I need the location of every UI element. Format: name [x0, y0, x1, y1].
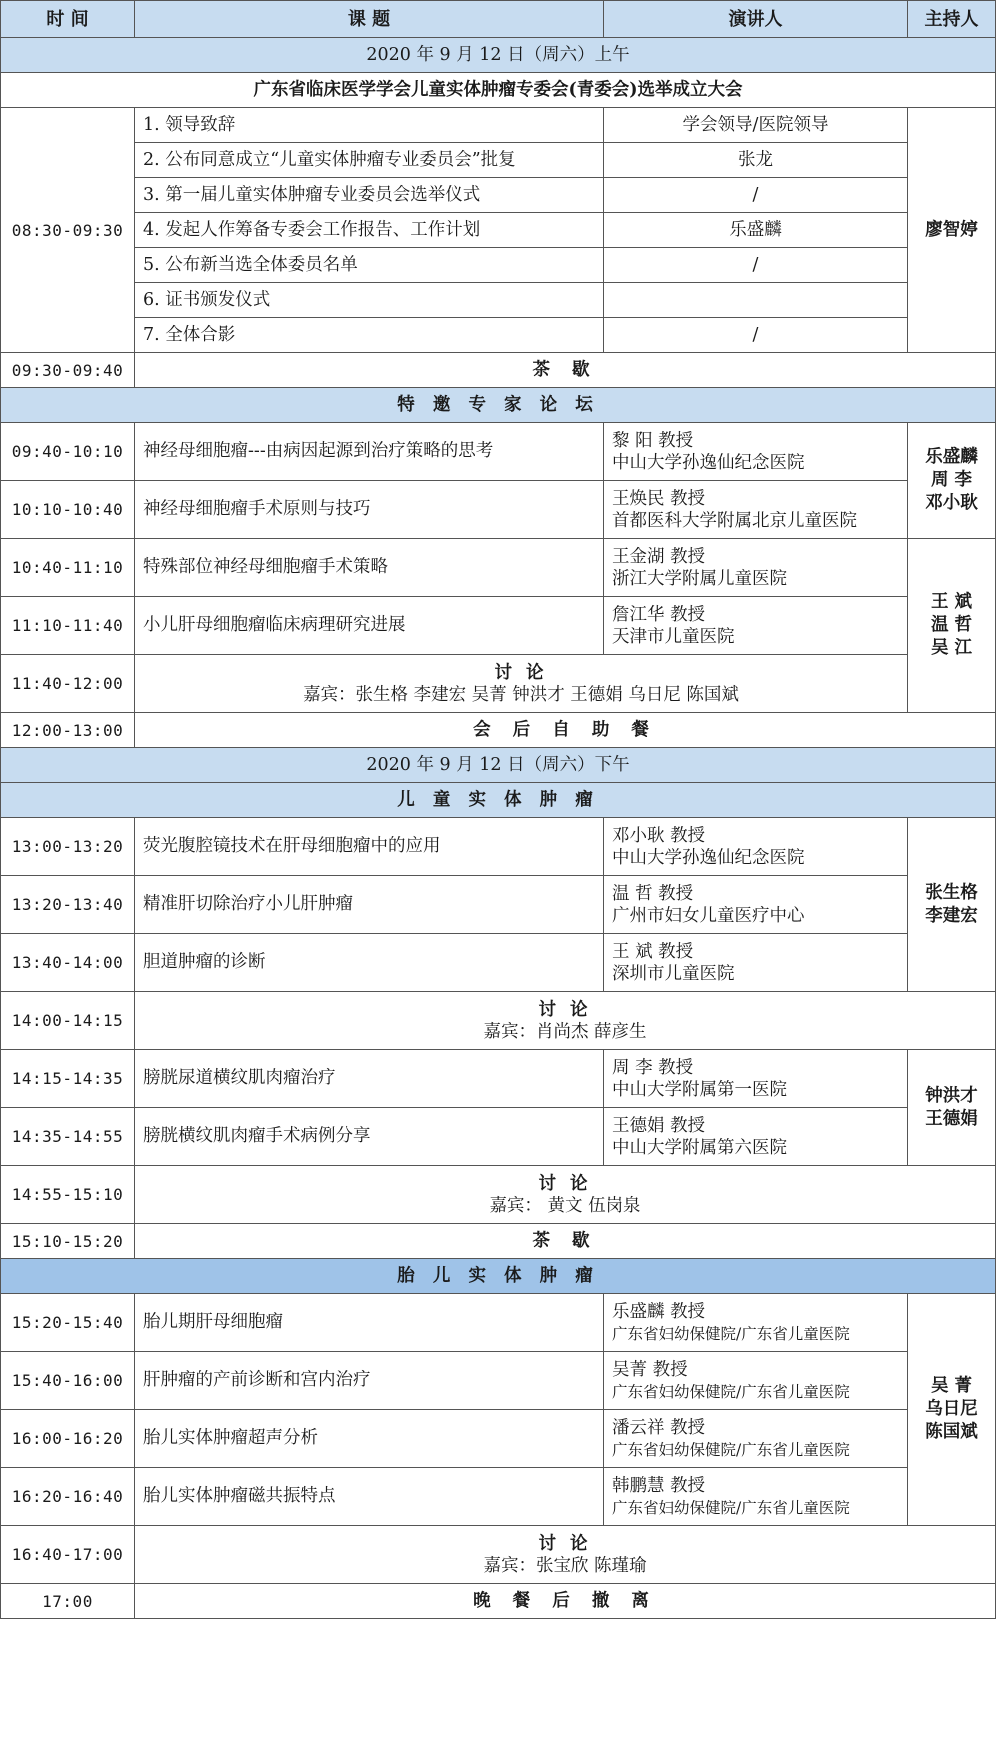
host-name: 乐盛麟 [925, 447, 978, 467]
discussion-row [1, 1166, 996, 1224]
speaker-cell [604, 876, 908, 934]
session-time: 14:15-14:35 [1, 1050, 135, 1108]
opening-row [1, 283, 996, 318]
opening-speaker: / [604, 248, 908, 283]
morning-date-row [1, 38, 996, 73]
session-row [1, 876, 996, 934]
speaker-name: 黎 阳 教授 [612, 430, 694, 451]
speaker-affiliation: 深圳市儿童医院 [612, 963, 735, 984]
speaker-name: 王德娟 教授 [612, 1115, 706, 1136]
session-time: 10:10-10:40 [1, 481, 135, 539]
session-row [1, 818, 996, 876]
opening-time: 08:30-09:30 [1, 108, 135, 353]
speaker-affiliation: 广东省妇幼保健院/广东省儿童医院 [612, 1324, 850, 1343]
session-time: 13:40-14:00 [1, 934, 135, 992]
session-row [1, 1410, 996, 1468]
section-title: 儿 童 实 体 肿 瘤 [1, 783, 996, 818]
speaker-cell [604, 934, 908, 992]
speaker-cell [604, 423, 908, 481]
discussion-title: 讨 论 [538, 1533, 592, 1554]
discussion-cell [135, 655, 908, 713]
speaker-name: 王焕民 教授 [612, 488, 706, 509]
speaker-cell [604, 818, 908, 876]
afternoon-date-row [1, 748, 996, 783]
host-cell [908, 818, 996, 992]
speaker-cell [604, 539, 908, 597]
speaker-cell [604, 481, 908, 539]
host-name: 周 李 [930, 470, 973, 490]
discussion-cell [135, 992, 996, 1050]
opening-topic: 5. 公布新当选全体委员名单 [135, 248, 604, 283]
lunch-time: 12:00-13:00 [1, 713, 135, 748]
tea-break-row [1, 1224, 996, 1259]
session-time: 15:20-15:40 [1, 1294, 135, 1352]
session-row [1, 1294, 996, 1352]
speaker-cell [604, 1294, 908, 1352]
opening-row [1, 178, 996, 213]
host-name: 王 斌 [930, 592, 973, 612]
host-name: 王德娟 [925, 1108, 978, 1129]
discussion-time: 11:40-12:00 [1, 655, 135, 713]
speaker-affiliation: 首都医科大学附属北京儿童医院 [612, 510, 857, 531]
opening-topic: 7. 全体合影 [135, 318, 604, 353]
opening-speaker: / [604, 178, 908, 213]
speaker-affiliation: 广东省妇幼保健院/广东省儿童医院 [612, 1382, 850, 1401]
header-host: 主持人 [908, 1, 996, 38]
session-row [1, 1352, 996, 1410]
discussion-title: 讨 论 [538, 1173, 592, 1194]
tea-label: 茶 歇 [135, 353, 996, 388]
afternoon-date: 2020 年 9 月 12 日（周六）下午 [1, 748, 996, 783]
section-title: 胎 儿 实 体 肿 瘤 [1, 1259, 996, 1294]
discussion-row [1, 992, 996, 1050]
speaker-name: 周 李 教授 [612, 1057, 694, 1078]
opening-speaker: / [604, 318, 908, 353]
discussion-time: 16:40-17:00 [1, 1526, 135, 1584]
speaker-name: 吴菁 教授 [612, 1359, 688, 1380]
speaker-name: 韩鹏慧 教授 [612, 1475, 706, 1496]
session-topic: 特殊部位神经母细胞瘤手术策略 [135, 539, 604, 597]
opening-row [1, 248, 996, 283]
speaker-name: 邓小耿 教授 [612, 825, 706, 846]
speaker-affiliation: 浙江大学附属儿童医院 [612, 568, 787, 589]
session-time: 15:40-16:00 [1, 1352, 135, 1410]
discussion-guests: 嘉宾：肖尚杰 薛彦生 [483, 1021, 647, 1042]
opening-row [1, 108, 996, 143]
session-topic: 精准肝切除治疗小儿肝肿瘤 [135, 876, 604, 934]
opening-speaker [604, 283, 908, 318]
host-name: 吴 江 [930, 638, 973, 658]
opening-topic: 3. 第一届儿童实体肿瘤专业委员会选举仪式 [135, 178, 604, 213]
forum-title-row [1, 388, 996, 423]
session-row [1, 423, 996, 481]
lunch-row [1, 713, 996, 748]
header-time: 时 间 [1, 1, 135, 38]
host-name: 乌日尼 [925, 1399, 978, 1419]
session-topic: 膀胱横纹肌肉瘤手术病例分享 [135, 1108, 604, 1166]
session-row [1, 1108, 996, 1166]
session-row [1, 597, 996, 655]
session-topic: 肝肿瘤的产前诊断和宫内治疗 [135, 1352, 604, 1410]
speaker-name: 王 斌 教授 [612, 941, 694, 962]
session-topic: 神经母细胞瘤---由病因起源到治疗策略的思考 [135, 423, 604, 481]
meeting-title-row [1, 73, 996, 108]
speaker-name: 温 哲 教授 [612, 883, 694, 904]
host-cell [908, 539, 996, 713]
opening-row [1, 213, 996, 248]
discussion-time: 14:55-15:10 [1, 1166, 135, 1224]
discussion-guests: 嘉宾：张宝欣 陈瑾瑜 [483, 1555, 647, 1576]
session-topic: 膀胱尿道横纹肌肉瘤治疗 [135, 1050, 604, 1108]
session-time: 10:40-11:10 [1, 539, 135, 597]
opening-row [1, 143, 996, 178]
session-topic: 胆道肿瘤的诊断 [135, 934, 604, 992]
host-cell [908, 423, 996, 539]
discussion-title: 讨 论 [494, 662, 548, 683]
end-label: 晚 餐 后 撤 离 [135, 1584, 996, 1619]
session-time: 13:00-13:20 [1, 818, 135, 876]
session-row [1, 1468, 996, 1526]
tea-time: 09:30-09:40 [1, 353, 135, 388]
end-time: 17:00 [1, 1584, 135, 1619]
discussion-cell [135, 1526, 996, 1584]
opening-topic: 4. 发起人作筹备专委会工作报告、工作计划 [135, 213, 604, 248]
tea-label: 茶 歇 [135, 1224, 996, 1259]
header-speaker: 演讲人 [604, 1, 908, 38]
speaker-affiliation: 中山大学附属第六医院 [612, 1137, 787, 1158]
speaker-affiliation: 中山大学孙逸仙纪念医院 [612, 452, 805, 473]
discussion-row [1, 1526, 996, 1584]
opening-host: 廖智婷 [908, 108, 996, 353]
session-time: 13:20-13:40 [1, 876, 135, 934]
header-topic: 课 题 [135, 1, 604, 38]
host-cell [908, 1050, 996, 1166]
host-name: 邓小耿 [925, 493, 978, 513]
speaker-affiliation: 中山大学附属第一医院 [612, 1079, 787, 1100]
morning-date: 2020 年 9 月 12 日（周六）上午 [1, 38, 996, 73]
session-topic: 胎儿实体肿瘤磁共振特点 [135, 1468, 604, 1526]
session-topic: 荧光腹腔镜技术在肝母细胞瘤中的应用 [135, 818, 604, 876]
speaker-cell [604, 597, 908, 655]
session-row [1, 1050, 996, 1108]
host-cell [908, 1294, 996, 1526]
speaker-name: 潘云祥 教授 [612, 1417, 706, 1438]
speaker-name: 詹江华 教授 [612, 604, 706, 625]
session-topic: 小儿肝母细胞瘤临床病理研究进展 [135, 597, 604, 655]
speaker-affiliation: 广东省妇幼保健院/广东省儿童医院 [612, 1498, 850, 1517]
opening-row [1, 318, 996, 353]
session-time: 09:40-10:10 [1, 423, 135, 481]
discussion-guests: 嘉宾： 黄文 伍岗泉 [489, 1195, 641, 1216]
opening-topic: 1. 领导致辞 [135, 108, 604, 143]
header-row [1, 1, 996, 38]
speaker-name: 王金湖 教授 [612, 546, 706, 567]
discussion-time: 14:00-14:15 [1, 992, 135, 1050]
section-title-row [1, 783, 996, 818]
host-name: 温 哲 [930, 615, 973, 635]
session-topic: 胎儿实体肿瘤超声分析 [135, 1410, 604, 1468]
host-name: 张生格 [925, 882, 978, 903]
section-title-row [1, 1259, 996, 1294]
discussion-cell [135, 1166, 996, 1224]
host-name: 李建宏 [925, 905, 978, 926]
speaker-name: 乐盛麟 教授 [612, 1301, 706, 1322]
session-topic: 胎儿期肝母细胞瘤 [135, 1294, 604, 1352]
speaker-affiliation: 天津市儿童医院 [612, 626, 735, 647]
lunch-label: 会 后 自 助 餐 [135, 713, 996, 748]
opening-speaker: 学会领导/医院领导 [604, 108, 908, 143]
forum-title: 特 邀 专 家 论 坛 [1, 388, 996, 423]
opening-topic: 6. 证书颁发仪式 [135, 283, 604, 318]
meeting-title: 广东省临床医学学会儿童实体肿瘤专委会(青委会)选举成立大会 [1, 73, 996, 108]
discussion-row [1, 655, 996, 713]
discussion-title: 讨 论 [538, 999, 592, 1020]
session-row [1, 539, 996, 597]
speaker-cell [604, 1468, 908, 1526]
host-name: 吴 菁 [930, 1376, 973, 1396]
session-row [1, 481, 996, 539]
speaker-cell [604, 1108, 908, 1166]
tea-break-row [1, 353, 996, 388]
opening-speaker: 张龙 [604, 143, 908, 178]
speaker-cell [604, 1352, 908, 1410]
session-time: 16:00-16:20 [1, 1410, 135, 1468]
end-row [1, 1584, 996, 1619]
tea-time: 15:10-15:20 [1, 1224, 135, 1259]
speaker-cell [604, 1410, 908, 1468]
opening-topic: 2. 公布同意成立“儿童实体肿瘤专业委员会”批复 [135, 143, 604, 178]
opening-speaker: 乐盛麟 [604, 213, 908, 248]
host-name: 陈国斌 [925, 1422, 978, 1442]
host-name: 钟洪才 [925, 1085, 978, 1106]
session-time: 16:20-16:40 [1, 1468, 135, 1526]
session-time: 14:35-14:55 [1, 1108, 135, 1166]
discussion-guests: 嘉宾：张生格 李建宏 吴菁 钟洪才 王德娟 乌日尼 陈国斌 [303, 684, 739, 705]
session-time: 11:10-11:40 [1, 597, 135, 655]
speaker-affiliation: 广州市妇女儿童医疗中心 [612, 905, 805, 926]
speaker-affiliation: 中山大学孙逸仙纪念医院 [612, 847, 805, 868]
speaker-cell [604, 1050, 908, 1108]
speaker-affiliation: 广东省妇幼保健院/广东省儿童医院 [612, 1440, 850, 1459]
session-row [1, 934, 996, 992]
session-topic: 神经母细胞瘤手术原则与技巧 [135, 481, 604, 539]
